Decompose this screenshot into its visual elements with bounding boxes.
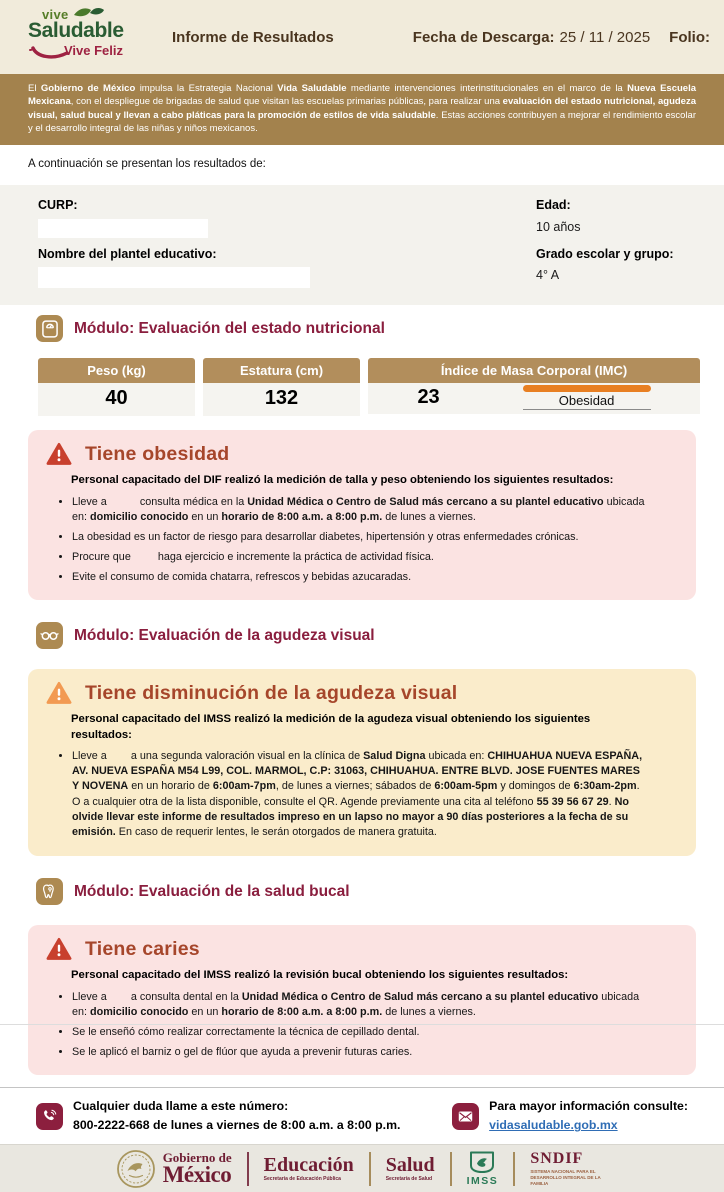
gobierno-line1: Gobierno de bbox=[162, 1149, 232, 1165]
mexico-eagle-icon bbox=[116, 1149, 156, 1189]
salud-wordmark: Salud bbox=[385, 1154, 435, 1177]
plantel-value-redacted bbox=[38, 267, 310, 288]
grado-value: 4° A bbox=[536, 268, 560, 283]
salud-subtitle: Secretaría de Salud bbox=[385, 1176, 433, 1183]
download-date-label: Fecha de Descarga: bbox=[412, 28, 555, 46]
leaf-icon bbox=[72, 6, 106, 20]
divider bbox=[369, 1152, 371, 1186]
educacion-logo bbox=[264, 1155, 354, 1182]
list-item: • Se le enseñó cómo realizar correctamente la técnica de cepillado dental. bbox=[72, 1025, 648, 1040]
plantel-label: Nombre del plantel educativo: bbox=[38, 246, 217, 261]
caries-alert-header bbox=[46, 937, 678, 961]
obesity-alert-intro: Personal capacitado del DIF realizó la medición de talla y peso obteniendo los siguientes resultados: bbox=[71, 474, 614, 487]
imc-header: Índice de Masa Corporal (IMC) bbox=[368, 358, 700, 383]
list-item: • Procure que haga ejercicio e incremente la práctica de actividad física. bbox=[72, 550, 648, 565]
contact-strip bbox=[0, 1087, 724, 1145]
vision-alert-box bbox=[28, 669, 696, 856]
tooth-icon bbox=[36, 878, 63, 905]
mail-icon bbox=[452, 1103, 479, 1130]
obesity-alert-header bbox=[46, 442, 678, 466]
divider bbox=[450, 1152, 452, 1186]
salud-logo bbox=[386, 1155, 435, 1182]
imss-wordmark: IMSS bbox=[466, 1175, 499, 1188]
estatura-value: 132 bbox=[203, 383, 360, 416]
imss-logo bbox=[467, 1150, 499, 1187]
caries-recommendations bbox=[44, 990, 678, 1060]
educacion-subtitle: Secretaría de Educación Pública bbox=[263, 1176, 341, 1183]
educacion-wordmark: Educación bbox=[263, 1154, 354, 1177]
measurements-table bbox=[38, 358, 700, 416]
download-date-value: 25 / 11 / 2025 bbox=[559, 28, 651, 46]
imc-status bbox=[523, 385, 651, 410]
curp-value-redacted bbox=[38, 219, 208, 238]
imc-status-label: Obesidad bbox=[558, 393, 615, 409]
sndif-subtitle: SISTEMA NACIONAL PARA EL DESARROLLO INTEGRAL DE LA FAMILIA bbox=[530, 1169, 601, 1186]
logo-tagline: Vive Feliz bbox=[64, 43, 124, 58]
curp-label: CURP: bbox=[38, 197, 78, 212]
sndif-logo bbox=[530, 1151, 608, 1187]
nutrition-module-title: Módulo: Evaluación del estado nutricional bbox=[74, 319, 385, 337]
dental-module-title: Módulo: Evaluación de la salud bucal bbox=[74, 882, 350, 900]
estatura-header: Estatura (cm) bbox=[203, 358, 360, 383]
warning-icon bbox=[46, 937, 72, 961]
obesity-alert-title: Tiene obesidad bbox=[85, 442, 230, 465]
list-item: • Lleve a a consulta dental en la Unidad Médica o Centro de Salud más cercano a su plantel educativo ubicada en: domicilio conocido en un horario de 8:00 a.m. a 8:00 p.m. de lunes a viernes. bbox=[72, 990, 648, 1021]
folio-label: Folio: bbox=[669, 28, 710, 46]
intro-text: A continuación se presentan los resultados de: bbox=[28, 157, 266, 170]
glasses-icon bbox=[36, 622, 63, 649]
dental-module-header bbox=[36, 878, 696, 905]
info-title: Para mayor información consulte: bbox=[489, 1099, 688, 1114]
caries-alert-box bbox=[28, 925, 696, 1075]
vision-module-title: Módulo: Evaluación de la agudeza visual bbox=[74, 626, 375, 644]
vision-recommendations bbox=[44, 749, 678, 841]
phone-title: Cualquier duda llame a este número: bbox=[73, 1099, 289, 1114]
list-item: • Evite el consumo de comida chatarra, refrescos y bebidas azucaradas. bbox=[72, 570, 648, 585]
edad-label: Edad: bbox=[536, 197, 571, 212]
vision-alert-intro: Personal capacitado del IMSS realizó la medición de la agudeza visual obteniendo los siguientes resultados: bbox=[71, 713, 591, 741]
grado-label: Grado escolar y grupo: bbox=[536, 246, 674, 261]
list-item: • Lleve a a una segunda valoración visual en la clínica de Salud Digna ubicada en: CHIHUAHUA NUEVA ESPAÑA, AV. NUEVA ESPAÑA M54 L99, COL. MARMOL, C.P: 31063, CHIHUAHUA. ENTRE BLVD. JOSE FUENTES MARES Y NOVENA en un horario de 6:00am-7pm, de lunes a viernes; sábados de 6:00am-5pm y domingos de 6:30am-2pm. O a cualquier otra de la lista disponible, consulte el QR. Agende previamente una cita al teléfono 55 39 56 67 29. No olvide llevar este informe de resultados impreso en un lapso no mayor a 90 días posteriores a la fecha de su emisión. En caso de requerir lentes, le serán otorgados de manera gratuita. bbox=[72, 749, 648, 841]
student-info-box bbox=[0, 185, 724, 306]
caries-alert-title: Tiene caries bbox=[85, 937, 200, 960]
warning-icon bbox=[46, 442, 72, 466]
imss-eagle-icon bbox=[467, 1150, 497, 1174]
phone-detail: 800-2222-668 de lunes a viernes de 8:00 a.m. a 8:00 p.m. bbox=[73, 1118, 401, 1133]
estatura-column bbox=[203, 358, 360, 416]
nutrition-module-header bbox=[36, 315, 696, 342]
edad-value: 10 años bbox=[536, 219, 581, 234]
imc-status-bar bbox=[523, 385, 651, 392]
divider bbox=[513, 1152, 515, 1186]
list-item: • Se le aplicó el barniz o gel de flúor que ayuda a prevenir futuras caries. bbox=[72, 1045, 648, 1060]
vive-saludable-logo bbox=[28, 6, 156, 68]
list-item: • La obesidad es un factor de riesgo para desarrollar diabetes, hipertensión y otras enfermedades crónicas. bbox=[72, 530, 648, 545]
obesity-recommendations bbox=[44, 495, 678, 585]
obesity-alert-box bbox=[28, 430, 696, 600]
imc-value: 23 bbox=[417, 386, 440, 409]
caries-alert-intro: Personal capacitado del IMSS realizó la revisión bucal obteniendo los siguientes resultados: bbox=[71, 969, 569, 982]
peso-column bbox=[38, 358, 195, 416]
logo-vive-text: vive bbox=[42, 7, 69, 22]
vision-alert-title: Tiene disminución de la agudeza visual bbox=[85, 681, 458, 704]
logo-saludable-text: Saludable bbox=[28, 19, 124, 42]
phone-icon bbox=[36, 1103, 63, 1130]
header bbox=[0, 0, 724, 74]
gobierno-mexico-logo bbox=[116, 1149, 232, 1189]
divider bbox=[247, 1152, 249, 1186]
gobierno-line2: México bbox=[162, 1162, 232, 1188]
vidasaludable-link[interactable]: vidasaludable.gob.mx bbox=[489, 1118, 618, 1133]
list-item: • Lleve a consulta médica en la Unidad Médica o Centro de Salud más cercano a su plantel educativo ubicada en: domicilio conocido en un horario de 8:00 a.m. a 8:00 p.m. de lunes a viernes. bbox=[72, 495, 648, 526]
date-folio-group bbox=[413, 29, 710, 46]
imc-column bbox=[368, 358, 700, 416]
warning-icon bbox=[46, 681, 72, 705]
vision-module-header bbox=[36, 622, 696, 649]
info-contact bbox=[452, 1097, 688, 1135]
phone-contact bbox=[36, 1097, 400, 1135]
peso-value: 40 bbox=[38, 383, 195, 416]
sndif-wordmark: SNDIF bbox=[530, 1150, 584, 1168]
weight-scale-icon bbox=[36, 315, 63, 342]
program-description: El Gobierno de México impulsa la Estrategia Nacional Vida Saludable mediante intervenciones interinstitucionales en el marco de la Nueva Escuela Mexicana, con el despliegue de brigadas de salud que visitan las escuelas primarias públicas, para realizar una evaluación del estado nutricional, agudeza visual, salud bucal y llevan a cabo pláticas para la promoción de estilos de vida saludable. Estas acciones contribuyen a mejorar el rendimiento escolar y el desarrollo integral de las niñas y niños mexicanos. bbox=[0, 74, 724, 145]
document-title: Informe de Resultados bbox=[172, 28, 334, 46]
vision-alert-header bbox=[46, 681, 678, 705]
peso-header: Peso (kg) bbox=[38, 358, 195, 383]
institutional-footer bbox=[0, 1145, 724, 1192]
imc-value-cell bbox=[368, 383, 700, 414]
